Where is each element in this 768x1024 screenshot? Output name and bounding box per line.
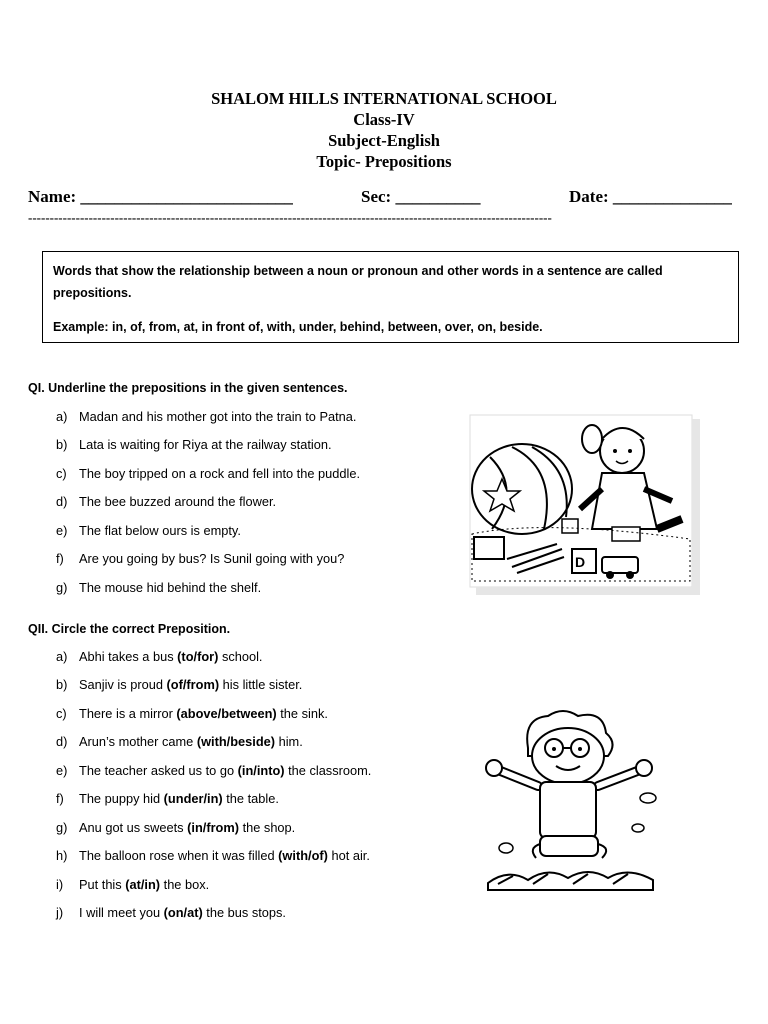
toys-illustration xyxy=(462,409,702,599)
q1-title: QI. Underline the prepositions in the given sentences. xyxy=(28,381,348,395)
list-item: g) Anu got us sweets (in/from) the shop. xyxy=(56,820,296,835)
class-label: Class-IV xyxy=(353,110,415,129)
choice-option[interactable]: (in/into) xyxy=(237,763,285,778)
list-item: e) The flat below ours is empty. xyxy=(56,523,241,538)
name-field[interactable]: Name: _________________________ xyxy=(28,187,293,206)
list-item: c) The boy tripped on a rock and fell into the puddle. xyxy=(56,466,361,481)
school-name: SHALOM HILLS INTERNATIONAL SCHOOL xyxy=(211,89,557,108)
list-item: d) The bee buzzed around the flower. xyxy=(56,494,277,509)
list-item: b) Sanjiv is proud (of/from) his little sister. xyxy=(56,677,303,692)
divider-line: ------------------------------------------------------------------------------------------------------------------------- xyxy=(28,210,552,225)
boy-illustration xyxy=(478,708,674,898)
worksheet-header xyxy=(0,88,768,172)
choice-option[interactable]: (at/in) xyxy=(125,877,161,892)
list-item: f) The puppy hid (under/in) the table. xyxy=(56,791,279,806)
list-item: b) Lata is waiting for Riya at the railway station. xyxy=(56,437,332,452)
student-fields xyxy=(28,187,732,209)
list-item: a) Madan and his mother got into the train to Patna. xyxy=(56,409,357,424)
list-item: a) Abhi takes a bus (to/for) school. xyxy=(56,649,263,664)
list-item: d) Arun’s mother came (with/beside) him. xyxy=(56,734,303,749)
list-item: c) There is a mirror (above/between) the sink. xyxy=(56,706,328,721)
list-item: e) The teacher asked us to go (in/into) the classroom. xyxy=(56,763,372,778)
topic-label: Topic- Prepositions xyxy=(316,152,452,171)
svg-text:D: D xyxy=(575,554,586,570)
list-item: f) Are you going by bus? Is Sunil going with you? xyxy=(56,551,345,566)
choice-option[interactable]: (with/beside) xyxy=(196,734,276,749)
choice-option[interactable]: (on/at) xyxy=(163,905,203,920)
definition-example: Example: in, of, from, at, in front of, with, under, behind, between, over, on, beside. xyxy=(53,320,543,334)
choice-option[interactable]: (under/in) xyxy=(163,791,223,806)
list-item: h) The balloon rose when it was filled (with/of) hot air. xyxy=(56,848,370,863)
definition-text: Words that show the relationship between a noun or pronoun and other words in a sentence are called prepositions. xyxy=(53,264,663,300)
choice-option[interactable]: (above/between) xyxy=(176,706,277,721)
choice-option[interactable]: (with/of) xyxy=(278,848,328,863)
section-field[interactable]: Sec: __________ xyxy=(361,187,481,206)
choice-option[interactable]: (of/from) xyxy=(166,677,220,692)
choice-option[interactable]: (to/for) xyxy=(177,649,219,664)
date-field[interactable]: Date: ______________ xyxy=(569,187,732,206)
definition-box xyxy=(42,251,739,343)
list-item: j) I will meet you (on/at) the bus stops. xyxy=(56,905,286,920)
q2-title: QII. Circle the correct Preposition. xyxy=(28,622,231,636)
list-item: g) The mouse hid behind the shelf. xyxy=(56,580,262,595)
choice-option[interactable]: (in/from) xyxy=(187,820,240,835)
list-item: i) Put this (at/in) the box. xyxy=(56,877,210,892)
subject-label: Subject-English xyxy=(328,131,440,150)
